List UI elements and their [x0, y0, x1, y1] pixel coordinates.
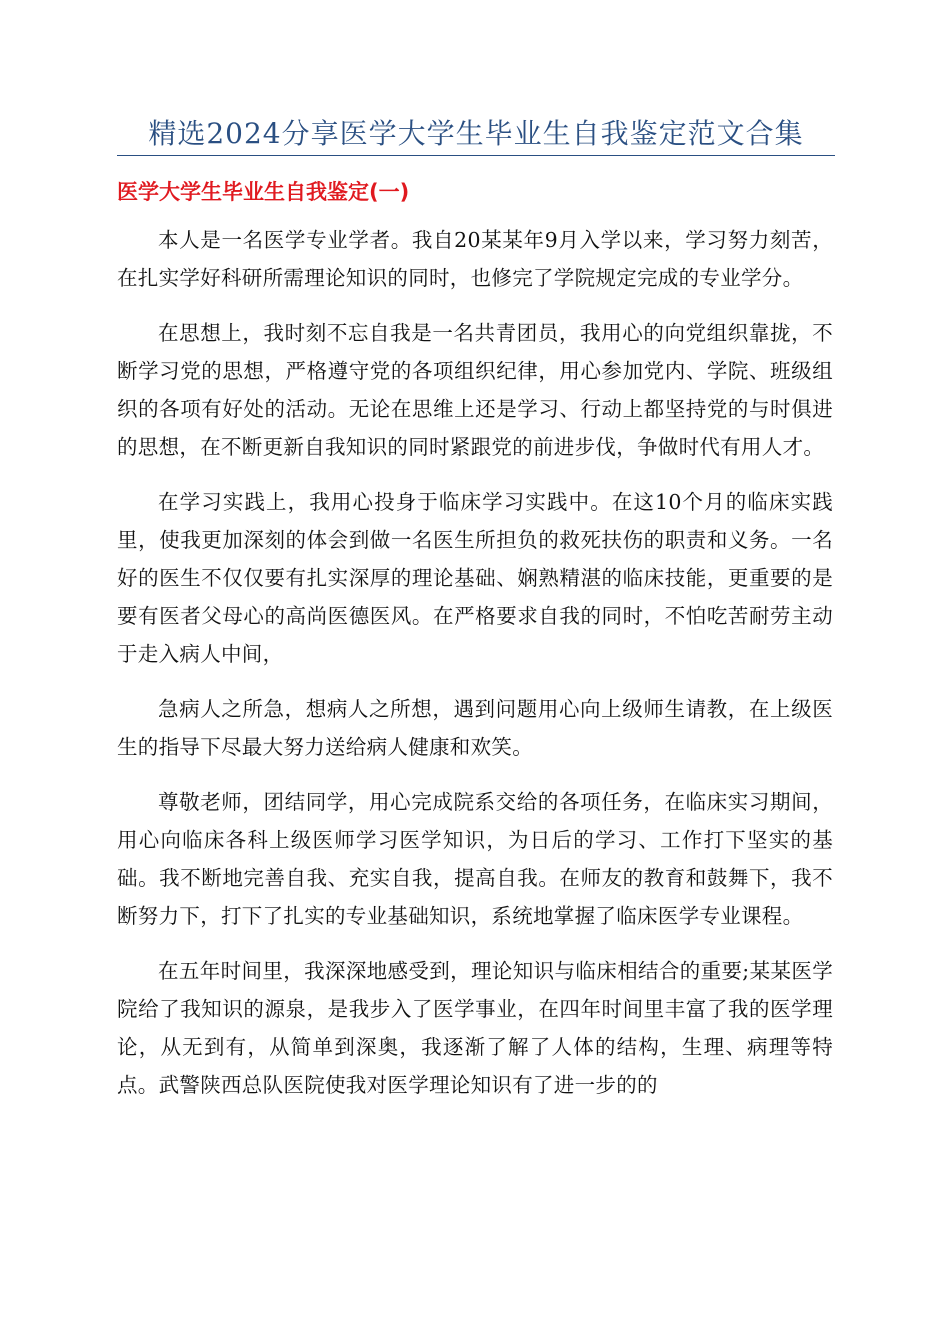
paragraph: 在学习实践上，我用心投身于临床学习实践中。在这10个月的临床实践里，使我更加深刻的体会到做一名医生所担负的救死扶伤的职责和义务。一名好的医生不仅仅要有扎实深厚的理论基础、娴熟精湛的临床技能，更重要的是要有医者父母心的高尚医德医风。在严格要求自我的同时，不怕吃苦耐劳主动于走入病人中间， [117, 490, 833, 666]
document-body [117, 221, 833, 1121]
title-underline [117, 155, 835, 156]
paragraph: 本人是一名医学专业学者。我自20某某年9月入学以来，学习努力刻苦，在扎实学好科研所需理论知识的同时，也修完了学院规定完成的专业学分。 [117, 228, 833, 290]
section-heading: 医学大学生毕业生自我鉴定(一) [117, 180, 410, 204]
paragraph: 尊敬老师，团结同学，用心完成院系交给的各项任务，在临床实习期间，用心向临床各科上级医师学习医学知识，为日后的学习、工作打下坚实的基础。我不断地完善自我、充实自我，提高自我。在师友的教育和鼓舞下，我不断努力下，打下了扎实的专业基础知识，系统地掌握了临床医学专业课程。 [117, 790, 833, 928]
paragraph: 急病人之所急，想病人之所想，遇到问题用心向上级师生请教，在上级医生的指导下尽最大努力送给病人健康和欢笑。 [117, 697, 833, 759]
paragraph: 在五年时间里，我深深地感受到，理论知识与临床相结合的重要;某某医学院给了我知识的源泉，是我步入了医学事业，在四年时间里丰富了我的医学理论，从无到有，从简单到深奥，我逐渐了解了人体的结构，生理、病理等特点。武警陕西总队医院使我对医学理论知识有了进一步的的 [117, 959, 833, 1097]
document-title: 精选2024分享医学大学生毕业生自我鉴定范文合集 [148, 117, 804, 150]
paragraph: 在思想上，我时刻不忘自我是一名共青团员，我用心的向党组织靠拢，不断学习党的思想，严格遵守党的各项组织纪律，用心参加党内、学院、班级组织的各项有好处的活动。无论在思维上还是学习、行动上都坚持党的与时俱进的思想，在不断更新自我知识的同时紧跟党的前进步伐，争做时代有用人才。 [117, 321, 833, 459]
